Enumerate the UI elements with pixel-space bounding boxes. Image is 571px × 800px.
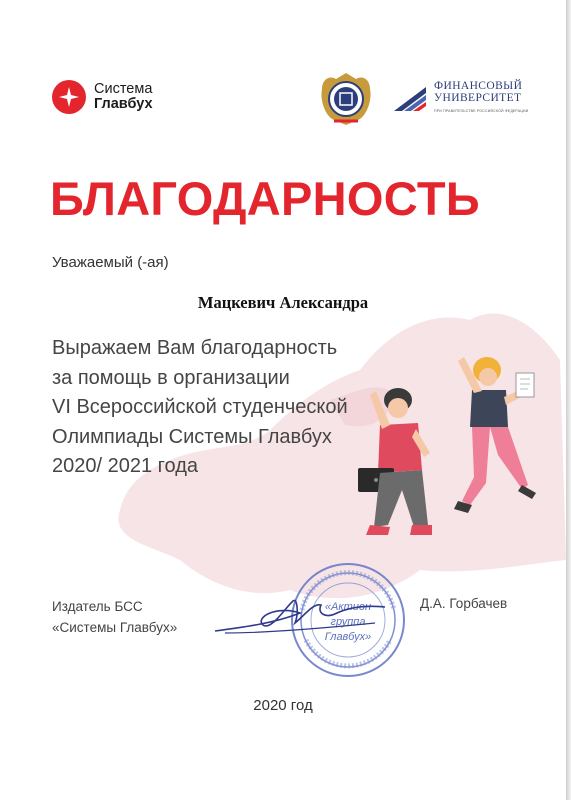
sistema-glavbukh-logo xyxy=(52,80,153,114)
university-line-3: ПРИ ПРАВИТЕЛЬСТВЕ РОССИЙСКОЙ ФЕДЕРАЦИИ xyxy=(434,109,529,113)
signature-icon xyxy=(205,583,395,643)
students-illustration xyxy=(340,345,555,555)
signer-name: Д.А. Горбачев xyxy=(420,596,508,611)
page-edge xyxy=(566,0,571,800)
crest-icon xyxy=(316,69,376,129)
publisher xyxy=(52,596,177,638)
certificate-title: БЛАГОДАРНОСТЬ xyxy=(50,172,480,225)
star-logo-icon xyxy=(52,80,86,114)
gratitude-line: за помощь в организации xyxy=(52,366,290,389)
student-girl xyxy=(454,357,536,513)
gratitude-text xyxy=(52,334,348,482)
recipient-name: Мацкевич Александра xyxy=(197,293,369,312)
gratitude-line: Олимпиады Системы Главбух xyxy=(52,425,332,448)
publisher-line-2: «Системы Главбух» xyxy=(52,620,178,635)
financial-university-logo xyxy=(392,80,528,117)
brand-line-1: Система xyxy=(94,81,153,97)
university-emblem-icon xyxy=(392,85,428,113)
university-line-2: УНИВЕРСИТЕТ xyxy=(434,92,522,104)
publisher-line-1: Издатель БСС xyxy=(52,599,143,614)
student-boy xyxy=(358,388,432,535)
gratitude-line: 2020/ 2021 года xyxy=(52,455,198,477)
brand-name xyxy=(94,82,153,112)
gratitude-line: Выражаем Вам благодарность xyxy=(52,337,338,359)
brand-line-2: Главбух xyxy=(94,96,153,112)
issue-year: 2020 год xyxy=(253,697,313,714)
gratitude-line: VI Всероссийской студенческой xyxy=(52,396,348,418)
university-line-1: ФИНАНСОВЫЙ xyxy=(434,80,523,92)
salutation: Уважаемый (-ая) xyxy=(52,254,169,271)
svg-text:группа: группа xyxy=(330,616,366,628)
svg-text:«Актион: «Актион xyxy=(324,601,372,613)
svg-text:Главбух»: Главбух» xyxy=(324,631,372,643)
